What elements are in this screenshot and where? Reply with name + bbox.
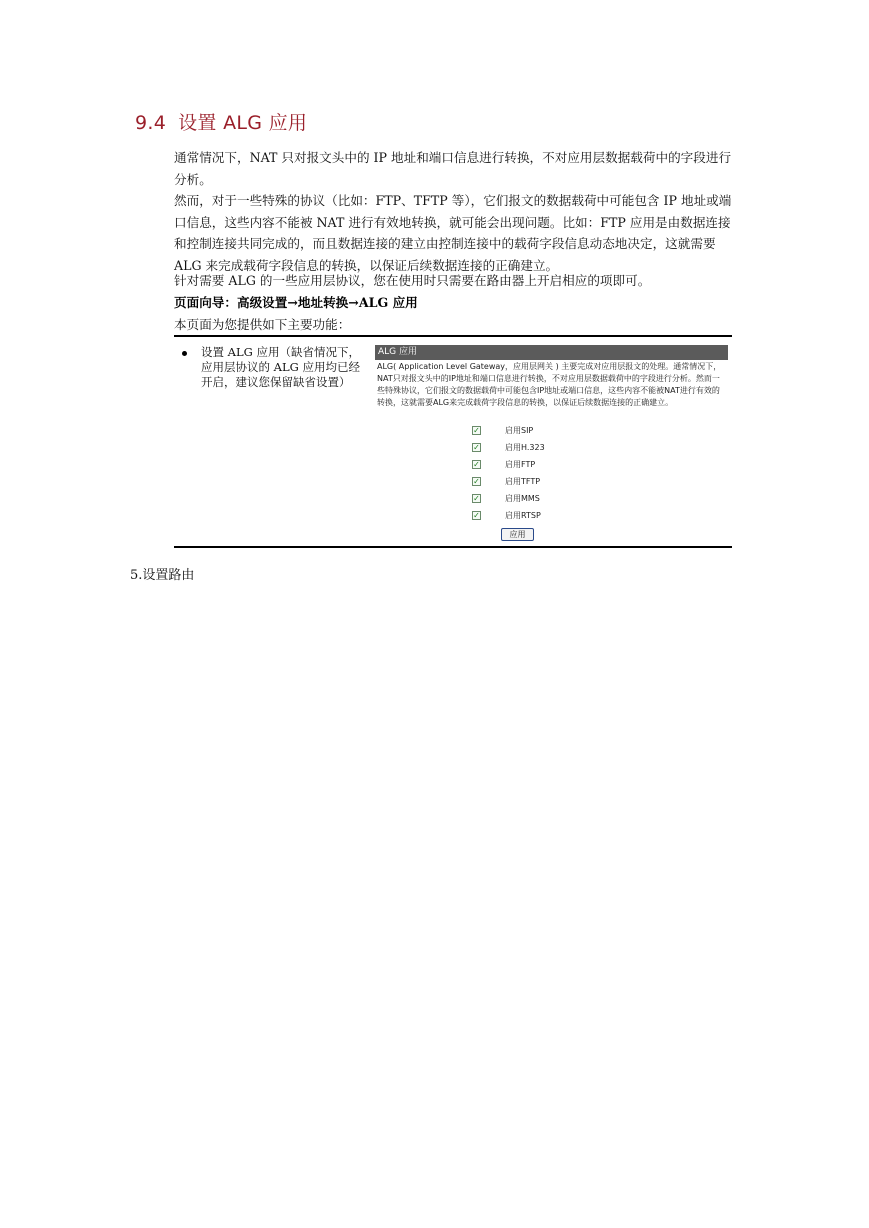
- feature-item: 设置 ALG 应用（缺省情况下，应用层协议的 ALG 应用均已经开启，建议您保留缺省设置）: [201, 345, 360, 389]
- next-section-heading: 5.设置路由: [130, 568, 195, 583]
- section-title: 设置 ALG 应用: [178, 112, 308, 134]
- paragraph-enable-alg: 针对需要 ALG 的一些应用层协议，您在使用时只需要在路由器上开启相应的项即可。: [174, 273, 651, 288]
- apply-button[interactable]: 应用: [501, 528, 534, 541]
- tftp-checkbox[interactable]: ✓: [473, 477, 480, 486]
- section-heading: [135, 108, 307, 135]
- tftp-label: 启用TFTP: [505, 477, 541, 486]
- option-sip: [472, 424, 592, 441]
- option-tftp: [472, 475, 592, 492]
- h323-checkbox[interactable]: ✓: [473, 443, 480, 452]
- paragraph-nat-intro: 通常情况下，NAT 只对报文头中的 IP 地址和端口信息进行转换，不对应用层数据载荷中的字段进行分析。: [174, 150, 732, 187]
- paragraph-special-protocols: 然而，对于一些特殊的协议（比如：FTP、TFTP 等），它们报文的数据载荷中可能包含 IP 地址或端口信息，这些内容不能被 NAT 进行有效地转换，就可能会出现问题。比如：FTP 应用是由数据连接和控制连接共同完成的，而且数据连接的建立由控制连接中的载荷字段信息动态地决定，这就需要 ALG 来完成载荷字段信息的转换，以保证后续数据连接的正确建立。: [174, 193, 732, 273]
- option-mms: [472, 492, 592, 509]
- features-intro: 本页面为您提供如下主要功能：: [174, 317, 351, 332]
- feature-table: [174, 335, 732, 548]
- page-guide: 页面向导：高级设置→地址转换→ALG 应用: [174, 295, 418, 310]
- ftp-label: 启用FTP: [505, 460, 536, 469]
- sip-checkbox[interactable]: ✓: [473, 426, 480, 435]
- rtsp-checkbox[interactable]: ✓: [473, 511, 480, 520]
- option-ftp: [472, 458, 592, 475]
- h323-label: 启用H.323: [505, 443, 545, 452]
- sip-label: 启用SIP: [505, 426, 534, 435]
- ftp-checkbox[interactable]: ✓: [473, 460, 480, 469]
- alg-settings-panel: [375, 345, 728, 545]
- mms-label: 启用MMS: [505, 494, 540, 503]
- alg-options: [472, 424, 592, 526]
- panel-title: ALG 应用: [375, 345, 728, 360]
- option-h323: [472, 441, 592, 458]
- mms-checkbox[interactable]: ✓: [473, 494, 480, 503]
- bullet-icon: [182, 351, 187, 356]
- panel-description: ALG( Application Level Gateway，应用层网关 ) 主要完成对应用层报文的处理。通常情况下，NAT只对报文头中的IP地址和端口信息进行转换，不对应用层数据载荷中的字段进行分析。然而一些特殊协议，它们报文的数据载荷中可能包含IP地址或端口信息，这些内容不能被NAT进行有效的转换，这就需要ALG来完成载荷字段信息的转换，以保证后续数据连接的正确建立。: [377, 362, 722, 407]
- option-rtsp: [472, 509, 592, 526]
- rtsp-label: 启用RTSP: [505, 511, 541, 520]
- section-number: 9.4: [135, 112, 167, 134]
